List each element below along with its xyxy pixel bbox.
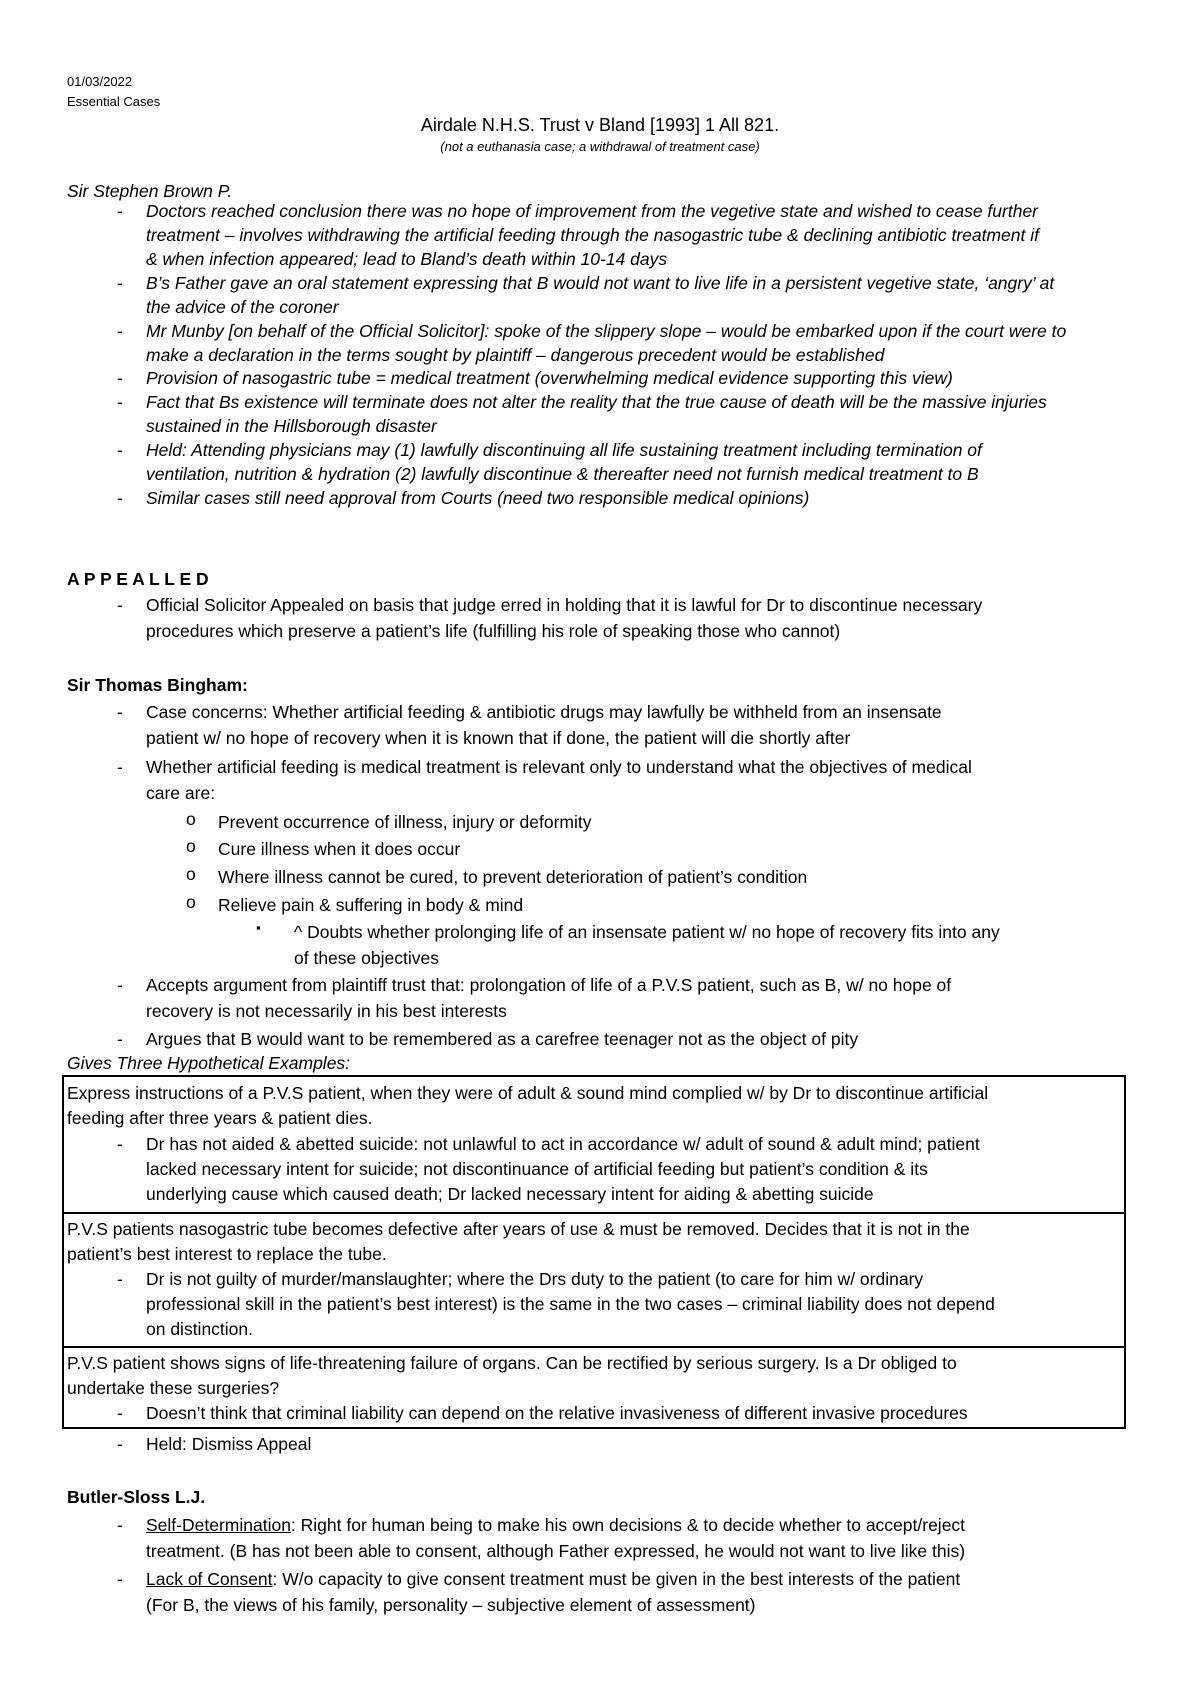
case-title: Airdale N.H.S. Trust v Bland [1993] 1 All 821.: [420, 115, 780, 135]
brown-heading: Sir Stephen Brown P.: [67, 181, 233, 201]
example-2-l2: patient’s best interest to replace the tube.: [67, 1244, 387, 1264]
example-1-l2: feeding after three years & patient dies.: [67, 1108, 373, 1128]
bingham-b3-l1: Accepts argument from plaintiff trust that: prolongation of life of a P.V.S patient, such as B, w/ no hope of: [146, 975, 952, 995]
bullet-dash: -: [117, 1403, 123, 1423]
example-1-point-l2: lacked necessary intent for suicide; not discontinuance of artificial feeding but patient’s condition & its: [146, 1159, 928, 1179]
brown-b1-l3: & when infection appeared; lead to Bland’s death within 10-14 days: [146, 249, 668, 269]
example-1-point-l1: Dr has not aided & abetted suicide: not unlawful to act in accordance w/ adult of sound & adult mind; patient: [146, 1134, 980, 1154]
brown-b5-l1: Fact that Bs existence will terminate does not alter the reality that the true cause of death will be the massive injuries: [146, 392, 1047, 412]
bullet-dash: -: [117, 702, 123, 722]
butler-b2-l2: (For B, the views of his family, personality – subjective element of assessment): [146, 1595, 756, 1615]
brown-b7-l1: Similar cases still need approval from Courts (need two responsible medical opinions): [146, 488, 810, 508]
brown-b4-l1: Provision of nasogastric tube = medical treatment (overwhelming medical evidence supporting this view): [146, 368, 953, 388]
objective-4: Relieve pain & suffering in body & mind: [218, 895, 524, 915]
bullet-dash: -: [117, 1569, 123, 1589]
example-3-l1: P.V.S patient shows signs of life-threatening failure of organs. Can be rectified by serious surgery. Is a Dr obliged to: [67, 1353, 957, 1373]
bullet-circle: o: [186, 836, 196, 856]
butler-b1-text: : Right for human being to make his own decisions & to decide whether to accept/reject: [290, 1515, 966, 1535]
butler-b1-l2: treatment. (B has not been able to consent, although Father expressed, he would not want to live like this): [146, 1541, 966, 1561]
bullet-dash: -: [117, 392, 123, 412]
bullet-dash: -: [117, 201, 123, 221]
appealled-b1-l1: Official Solicitor Appealed on basis that judge erred in holding that it is lawful for Dr to discontinue necessary: [146, 595, 983, 615]
brown-b6-l1: Held: Attending physicians may (1) lawfully discontinuing all life sustaining treatment including termination of: [146, 440, 982, 460]
bullet-dash: -: [117, 757, 123, 777]
examples-divider: [62, 1212, 1126, 1214]
bullet-dash: -: [117, 1269, 123, 1289]
date-header: 01/03/2022: [67, 74, 133, 89]
examples-divider: [62, 1346, 1126, 1348]
butler-b2-text: : W/o capacity to give consent treatment must be given in the best interests of the patient: [272, 1569, 961, 1589]
bingham-b2-l1: Whether artificial feeding is medical treatment is relevant only to understand what the objectives of medical: [146, 757, 972, 777]
sub-point-l1: ^ Doubts whether prolonging life of an insensate patient w/ no hope of recovery fits into any: [294, 922, 1000, 942]
bullet-dash: -: [117, 1515, 123, 1535]
brown-b5-l2: sustained in the Hillsborough disaster: [146, 416, 437, 436]
bingham-b4-l1: Argues that B would want to be remembered as a carefree teenager not as the object of pity: [146, 1029, 859, 1049]
bingham-b1-l1: Case concerns: Whether artificial feeding & antibiotic drugs may lawfully be withheld from an insensate: [146, 702, 942, 722]
bullet-dash: -: [117, 1134, 123, 1154]
bullet-dash: -: [117, 273, 123, 293]
example-3-point-l1: Doesn’t think that criminal liability can depend on the relative invasiveness of different invasive procedures: [146, 1403, 968, 1423]
lack-of-consent-term: Lack of Consent: [146, 1569, 273, 1589]
brown-b1-l2: treatment – involves withdrawing the artificial feeding through the nasogastric tube & declining antibiotic treatment if: [146, 225, 1039, 245]
bingham-b1-l2: patient w/ no hope of recovery when it is known that if done, the patient will die shortly after: [146, 728, 851, 748]
appealled-heading: A P P E A L L E D: [67, 569, 209, 589]
objective-3: Where illness cannot be cured, to prevent deterioration of patient’s condition: [218, 867, 808, 887]
examples-label: Gives Three Hypothetical Examples:: [67, 1053, 351, 1073]
bullet-dash: -: [117, 595, 123, 615]
example-1-point-l3: underlying cause which caused death; Dr lacked necessary intent for aiding & abetting suicide: [146, 1184, 874, 1204]
appealled-b1-l2: procedures which preserve a patient’s life (fulfilling his role of speaking those who cannot): [146, 621, 841, 641]
example-3-l2: undertake these surgeries?: [67, 1378, 280, 1398]
case-subtitle: (not a euthanasia case; a withdrawal of treatment case): [440, 139, 760, 154]
butler-heading: Butler-Sloss L.J.: [67, 1487, 206, 1507]
brown-b2-l1: B’s Father gave an oral statement expressing that B would not want to live life in a persistent vegetive state, ‘angry’ at: [146, 273, 1055, 293]
bullet-square: ▪: [256, 920, 261, 935]
objective-1: Prevent occurrence of illness, injury or deformity: [218, 812, 592, 832]
butler-b2-l1: [146, 1566, 960, 1592]
brown-b2-l2: the advice of the coroner: [146, 297, 339, 317]
bullet-dash: -: [117, 1029, 123, 1049]
bullet-circle: o: [186, 892, 196, 912]
bullet-dash: -: [117, 321, 123, 341]
bullet-dash: -: [117, 440, 123, 460]
bullet-circle: o: [186, 864, 196, 884]
brown-b3-l2: make a declaration in the terms sought by plaintiff – dangerous precedent would be established: [146, 345, 885, 365]
brown-b1-l1: Doctors reached conclusion there was no hope of improvement from the vegetive state and wished to cease further: [146, 201, 1039, 221]
bingham-b2-l2: care are:: [146, 783, 216, 803]
bullet-dash: -: [117, 1434, 123, 1454]
course-header: Essential Cases: [67, 94, 161, 109]
brown-b3-l1: Mr Munby [on behalf of the Official Solicitor]: spoke of the slippery slope – would be embarked upon if the court were to: [146, 321, 1067, 341]
sub-point-l2: of these objectives: [294, 948, 439, 968]
objective-2: Cure illness when it does occur: [218, 839, 461, 859]
self-determination-term: Self-Determination: [146, 1515, 291, 1535]
bingham-heading: Sir Thomas Bingham:: [67, 675, 248, 695]
held-dismiss: Held: Dismiss Appeal: [146, 1434, 312, 1454]
example-2-point-l2: professional skill in the patient’s best interest) is the same in the two cases – criminal liability does not depend: [146, 1294, 995, 1314]
example-2-l1: P.V.S patients nasogastric tube becomes defective after years of use & must be removed. Decides that it is not in the: [67, 1219, 970, 1239]
bullet-dash: -: [117, 488, 123, 508]
brown-b6-l2: ventilation, nutrition & hydration (2) lawfully discontinue & thereafter need not furnish medical treatment to B: [146, 464, 979, 484]
bullet-dash: -: [117, 368, 123, 388]
butler-b1-l1: [146, 1512, 965, 1538]
bullet-circle: o: [186, 809, 196, 829]
bingham-b3-l2: recovery is not necessarily in his best interests: [146, 1001, 507, 1021]
bullet-dash: -: [117, 975, 123, 995]
example-2-point-l3: on distinction.: [146, 1319, 254, 1339]
example-1-l1: Express instructions of a P.V.S patient, when they were of adult & sound mind complied w/ by Dr to discontinue artificial: [67, 1083, 989, 1103]
example-2-point-l1: Dr is not guilty of murder/manslaughter; where the Drs duty to the patient (to care for him w/ ordinary: [146, 1269, 924, 1289]
